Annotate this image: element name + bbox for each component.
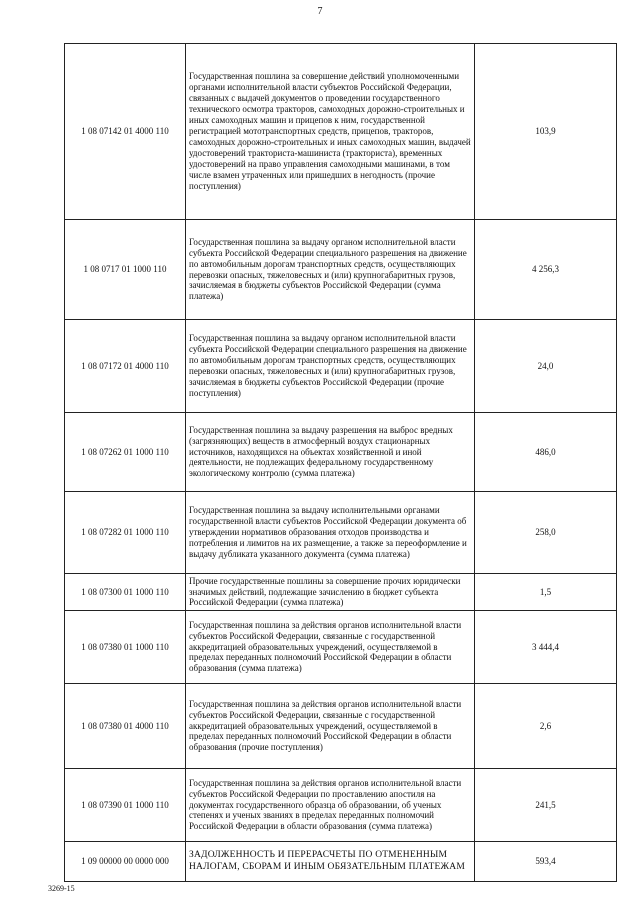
table-row <box>65 492 617 574</box>
budget-code: 1 08 07380 01 4000 110 <box>65 684 186 769</box>
revenue-description: Прочие государственные пошлины за совершение прочих юридически значимых действий, подлежащие зачислению в бюджет субъекта Российской Федерации (сумма платежа) <box>186 574 475 611</box>
table-row <box>65 611 617 684</box>
budget-code: 1 09 00000 00 0000 000 <box>65 842 186 882</box>
table-row <box>65 769 617 842</box>
budget-code: 1 08 0717 01 1000 110 <box>65 220 186 320</box>
revenue-description: Государственная пошлина за действия органов исполнительной власти субъектов Российской Федерации, связанные с государственной аккредитацией образовательных учреждений, осуществляемой в пределах переданных полномочий Российской Федерации в области образования (сумма платежа) <box>186 611 475 684</box>
amount-value: 258,0 <box>475 492 617 574</box>
amount-value: 593,4 <box>475 842 617 882</box>
amount-value: 486,0 <box>475 413 617 492</box>
amount-value: 4 256,3 <box>475 220 617 320</box>
budget-code: 1 08 07282 01 1000 110 <box>65 492 186 574</box>
budget-code: 1 08 07142 01 4000 110 <box>65 44 186 220</box>
amount-value: 103,9 <box>475 44 617 220</box>
revenue-description: Государственная пошлина за выдачу разрешения на выброс вредных (загрязняющих) веществ в атмосферный воздух стационарных источников, находящихся на объектах хозяйственной и иной деятельности, не подлежащих федеральному государственному экологическому контролю (сумма платежа) <box>186 413 475 492</box>
revenue-table <box>64 43 617 882</box>
budget-code: 1 08 07390 01 1000 110 <box>65 769 186 842</box>
document-id: 3269-15 <box>48 884 75 893</box>
table-row <box>65 44 617 220</box>
budget-code: 1 08 07300 01 1000 110 <box>65 574 186 611</box>
amount-value: 2,6 <box>475 684 617 769</box>
table-row <box>65 574 617 611</box>
revenue-description: Государственная пошлина за действия органов исполнительной власти субъектов Российской Федерации по проставлению апостиля на документах государственного образца об образовании, об ученых степенях и ученых званиях в пределах переданных полномочий Российской Федерации в области образования (сумма платежа) <box>186 769 475 842</box>
amount-value: 1,5 <box>475 574 617 611</box>
revenue-description: Государственная пошлина за выдачу исполнительными органами государственной власти субъектов Российской Федерации документа об утверждении нормативов образования отходов производства и потребления и лимитов на их размещение, а также за переоформление и выдачу дубликата указанного документа (сумма платежа) <box>186 492 475 574</box>
budget-code: 1 08 07172 01 4000 110 <box>65 320 186 413</box>
table-row <box>65 220 617 320</box>
revenue-description: Государственная пошлина за выдачу органом исполнительной власти субъекта Российской Федерации специального разрешения на движение по автомобильным дорогам транспортных средств, осуществляющих перевозки опасных, тяжеловесных и (или) крупногабаритных грузов, зачисляемая в бюджеты субъектов Российской Федерации (сумма платежа) <box>186 220 475 320</box>
revenue-description: ЗАДОЛЖЕННОСТЬ И ПЕРЕРАСЧЕТЫ ПО ОТМЕНЕННЫМ НАЛОГАМ, СБОРАМ И ИНЫМ ОБЯЗАТЕЛЬНЫМ ПЛАТЕЖАМ <box>186 842 475 882</box>
budget-code: 1 08 07380 01 1000 110 <box>65 611 186 684</box>
amount-value: 24,0 <box>475 320 617 413</box>
amount-value: 3 444,4 <box>475 611 617 684</box>
table-row <box>65 413 617 492</box>
table-row <box>65 320 617 413</box>
table-row <box>65 842 617 882</box>
revenue-description: Государственная пошлина за действия органов исполнительной власти субъектов Российской Федерации, связанные с государственной аккредитацией образовательных учреждений, осуществляемой в пределах переданных полномочий Российской Федерации в области образования (прочие поступления) <box>186 684 475 769</box>
budget-code: 1 08 07262 01 1000 110 <box>65 413 186 492</box>
page-number: 7 <box>317 6 323 17</box>
revenue-description: Государственная пошлина за выдачу органом исполнительной власти субъекта Российской Федерации специального разрешения на движение по автомобильным дорогам транспортных средств, осуществляющих перевозки опасных, тяжеловесных и (или) крупногабаритных грузов, зачисляемая в бюджеты субъектов Российской Федерации (прочие поступления) <box>186 320 475 413</box>
table-row <box>65 684 617 769</box>
revenue-description: Государственная пошлина за совершение действий уполномоченными органами исполнительной власти субъектов Российской Федерации, связанных с выдачей документов о проведении государственного технического осмотра тракторов, самоходных дорожно-строительных и иных самоходных машин и прицепов к ним, государственной регистрацией мототранспортных средств, прицепов, тракторов, самоходных дорожно-строительных и иных самоходных машин, выдачей удостоверений тракториста-машиниста (тракториста), временных удостоверений на право управления самоходными машинами, в том числе взамен утраченных или пришедших в негодность (прочие поступления) <box>186 44 475 220</box>
amount-value: 241,5 <box>475 769 617 842</box>
